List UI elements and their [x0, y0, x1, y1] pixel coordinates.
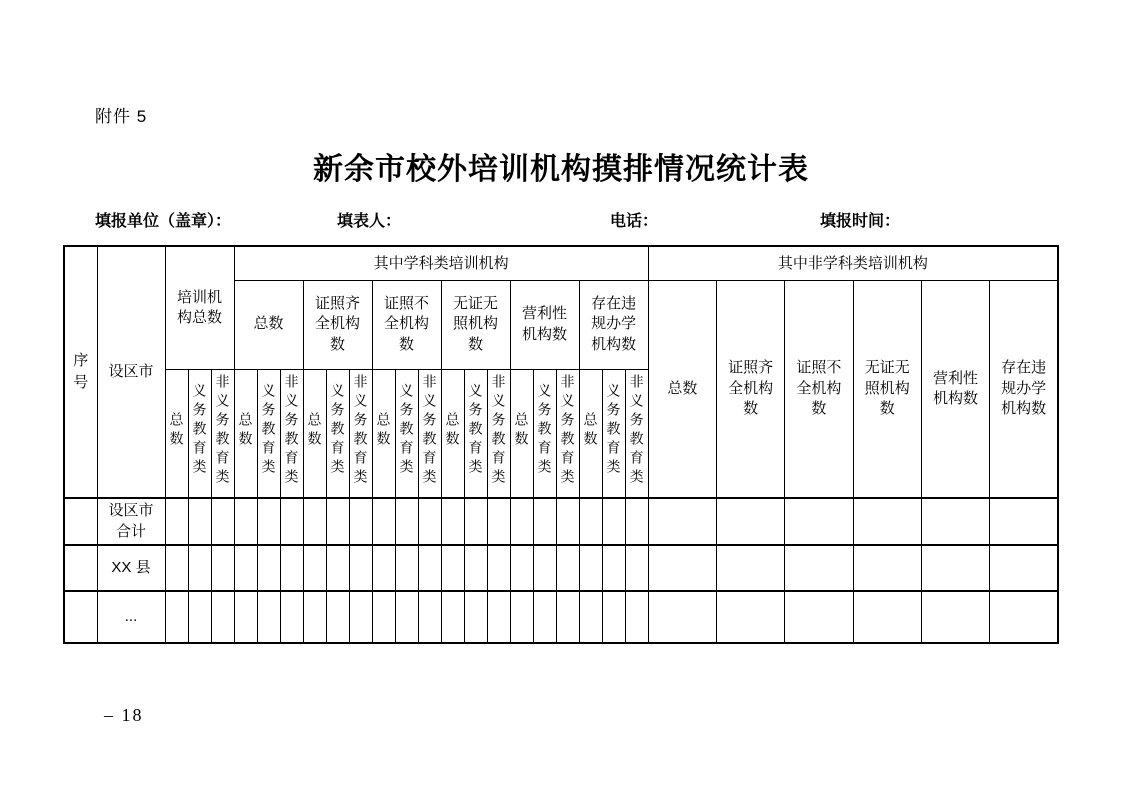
blank-data-cell	[234, 591, 257, 643]
blank-data-cell	[853, 498, 921, 545]
blank-data-cell	[372, 591, 395, 643]
banner-academic: 其中学科类培训机构	[234, 246, 648, 280]
blank-data-cell	[165, 498, 188, 545]
blank-data-cell	[418, 545, 441, 591]
blank-data-cell	[280, 498, 303, 545]
table-row	[64, 498, 1058, 545]
subcol-compulsory: 义务教育类	[464, 369, 487, 498]
subcol-compulsory: 义务教育类	[533, 369, 556, 498]
blank-data-cell	[395, 498, 418, 545]
group-header-academic-total: 总数	[234, 280, 303, 369]
blank-data-cell	[785, 591, 853, 643]
blank-data-cell	[716, 498, 784, 545]
subcol-total: 总数	[372, 369, 395, 498]
blank-data-cell	[921, 591, 989, 643]
blank-data-cell	[648, 591, 716, 643]
blank-data-cell	[533, 498, 556, 545]
blank-data-cell	[303, 591, 326, 643]
blank-data-cell	[165, 591, 188, 643]
group-header-academic-violation: 存在违规办学机构数	[579, 280, 648, 369]
index-cell	[64, 498, 97, 545]
district-cell: 设区市合计	[97, 498, 165, 545]
col-header-district: 设区市	[97, 246, 165, 498]
blank-data-cell	[716, 591, 784, 643]
subcol-compulsory: 义务教育类	[602, 369, 625, 498]
blank-data-cell	[579, 545, 602, 591]
blank-data-cell	[464, 498, 487, 545]
blank-data-cell	[510, 545, 533, 591]
blank-data-cell	[510, 591, 533, 643]
blank-data-cell	[211, 545, 234, 591]
blank-data-cell	[556, 498, 579, 545]
subcol-non-compulsory: 非义务教育类	[280, 369, 303, 498]
report-date-label: 填报时间：	[820, 213, 901, 230]
col-header-nonacademic-total: 总数	[648, 280, 716, 498]
blank-data-cell	[372, 498, 395, 545]
blank-data-cell	[188, 498, 211, 545]
blank-data-cell	[441, 498, 464, 545]
blank-data-cell	[602, 591, 625, 643]
group-header-academic-licensed: 证照齐全机构数	[303, 280, 372, 369]
subcol-compulsory: 义务教育类	[395, 369, 418, 498]
blank-data-cell	[395, 591, 418, 643]
subcol-total: 总数	[165, 369, 188, 498]
blank-data-cell	[349, 591, 372, 643]
report-unit-label: 填报单位（盖章）：	[95, 213, 232, 230]
blank-data-cell	[510, 498, 533, 545]
blank-data-cell	[716, 545, 784, 591]
banner-non-academic: 其中非学科类培训机构	[648, 246, 1058, 280]
district-cell: ...	[97, 591, 165, 643]
group-header-academic-for-profit: 营利性机构数	[510, 280, 579, 369]
blank-data-cell	[441, 545, 464, 591]
blank-data-cell	[441, 591, 464, 643]
page-number: – 18	[104, 705, 144, 725]
blank-data-cell	[326, 498, 349, 545]
stats-table	[63, 245, 1059, 644]
index-cell	[64, 591, 97, 643]
blank-data-cell	[579, 498, 602, 545]
blank-data-cell	[326, 545, 349, 591]
blank-data-cell	[648, 498, 716, 545]
subcol-total: 总数	[441, 369, 464, 498]
blank-data-cell	[165, 545, 188, 591]
blank-data-cell	[349, 545, 372, 591]
blank-data-cell	[533, 591, 556, 643]
subcol-compulsory: 义务教育类	[326, 369, 349, 498]
blank-data-cell	[372, 545, 395, 591]
blank-data-cell	[556, 591, 579, 643]
blank-data-cell	[602, 498, 625, 545]
blank-data-cell	[648, 545, 716, 591]
subcol-non-compulsory: 非义务教育类	[556, 369, 579, 498]
subcol-non-compulsory: 非义务教育类	[211, 369, 234, 498]
col-header-nonacademic-violation: 存在违规办学机构数	[990, 280, 1058, 498]
blank-data-cell	[257, 591, 280, 643]
filler-label: 填表人：	[337, 213, 402, 230]
subcol-total: 总数	[303, 369, 326, 498]
blank-data-cell	[602, 545, 625, 591]
blank-data-cell	[349, 498, 372, 545]
subcol-total: 总数	[234, 369, 257, 498]
blank-data-cell	[990, 545, 1058, 591]
blank-data-cell	[556, 545, 579, 591]
blank-data-cell	[990, 498, 1058, 545]
blank-data-cell	[464, 545, 487, 591]
page-title: 新余市校外培训机构摸排情况统计表	[313, 153, 809, 186]
blank-data-cell	[395, 545, 418, 591]
blank-data-cell	[533, 545, 556, 591]
blank-data-cell	[487, 591, 510, 643]
blank-data-cell	[188, 591, 211, 643]
blank-data-cell	[464, 591, 487, 643]
blank-data-cell	[785, 545, 853, 591]
blank-data-cell	[211, 591, 234, 643]
blank-data-cell	[625, 591, 648, 643]
blank-data-cell	[280, 591, 303, 643]
index-cell	[64, 545, 97, 591]
blank-data-cell	[625, 498, 648, 545]
blank-data-cell	[579, 591, 602, 643]
blank-data-cell	[625, 545, 648, 591]
col-header-nonacademic-licensed: 证照齐全机构数	[716, 280, 784, 498]
subcol-total: 总数	[579, 369, 602, 498]
blank-data-cell	[257, 498, 280, 545]
blank-data-cell	[853, 545, 921, 591]
attachment-label: 附件 5	[95, 107, 148, 126]
col-header-nonacademic-unlicensed: 无证无照机构数	[853, 280, 921, 498]
subcol-compulsory: 义务教育类	[188, 369, 211, 498]
group-header-academic-unlicensed: 无证无照机构数	[441, 280, 510, 369]
col-header-nonacademic-for-profit: 营利性机构数	[921, 280, 989, 498]
blank-data-cell	[921, 545, 989, 591]
blank-data-cell	[853, 591, 921, 643]
blank-data-cell	[188, 545, 211, 591]
subcol-non-compulsory: 非义务教育类	[625, 369, 648, 498]
blank-data-cell	[487, 545, 510, 591]
group-header-academic-partial-license: 证照不全机构数	[372, 280, 441, 369]
table-row	[64, 591, 1058, 643]
col-header-training-total: 培训机构总数	[165, 246, 234, 369]
blank-data-cell	[211, 498, 234, 545]
col-header-nonacademic-partial-license: 证照不全机构数	[785, 280, 853, 498]
subcol-non-compulsory: 非义务教育类	[349, 369, 372, 498]
col-header-index: 序号	[64, 246, 97, 498]
district-cell: XX 县	[97, 545, 165, 591]
form-fields-row	[0, 208, 1122, 232]
blank-data-cell	[785, 498, 853, 545]
header-row-1	[64, 246, 1058, 280]
blank-data-cell	[418, 591, 441, 643]
blank-data-cell	[921, 498, 989, 545]
blank-data-cell	[326, 591, 349, 643]
subcol-compulsory: 义务教育类	[257, 369, 280, 498]
subcol-total: 总数	[510, 369, 533, 498]
table-row	[64, 545, 1058, 591]
blank-data-cell	[418, 498, 441, 545]
blank-data-cell	[303, 498, 326, 545]
subcol-non-compulsory: 非义务教育类	[418, 369, 441, 498]
subcol-non-compulsory: 非义务教育类	[487, 369, 510, 498]
blank-data-cell	[303, 545, 326, 591]
phone-label: 电话：	[610, 213, 659, 230]
blank-data-cell	[487, 498, 510, 545]
blank-data-cell	[257, 545, 280, 591]
blank-data-cell	[234, 498, 257, 545]
blank-data-cell	[234, 545, 257, 591]
blank-data-cell	[280, 545, 303, 591]
blank-data-cell	[990, 591, 1058, 643]
